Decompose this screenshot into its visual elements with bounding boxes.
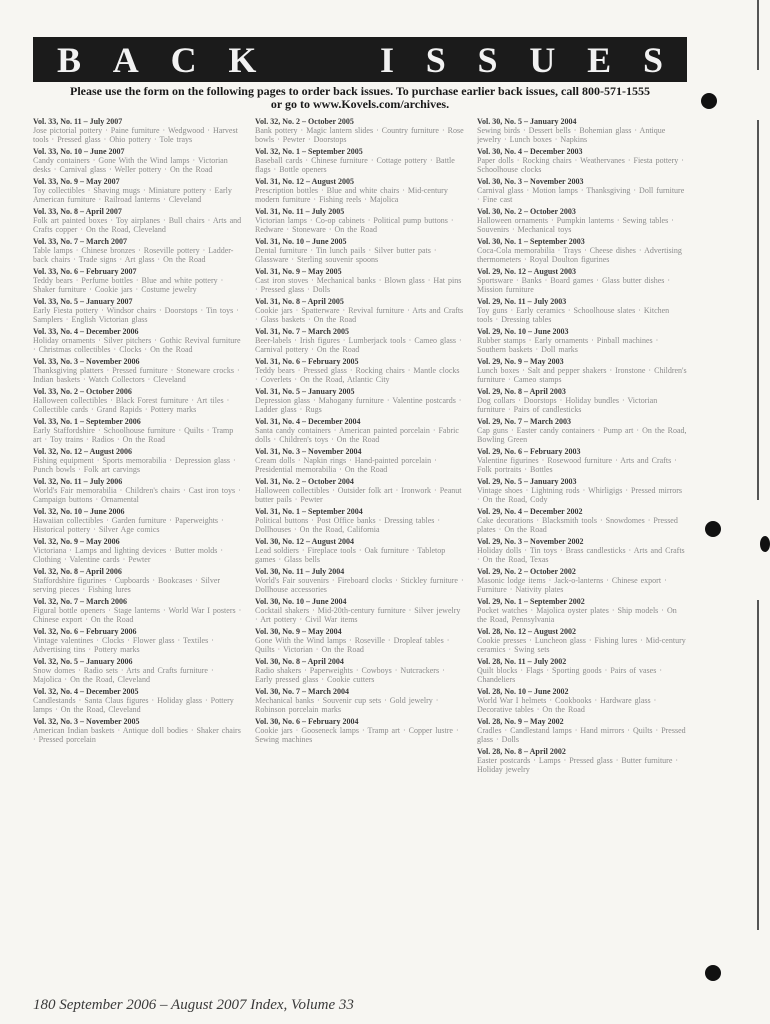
issue-description: Lunch boxes · Salt and pepper shakers · Ironstone · Children's furniture · Cameo stamps bbox=[477, 366, 687, 384]
issue-title: Vol. 31, No. 9 – May 2005 bbox=[255, 267, 342, 276]
issue-title: Vol. 30, No. 11 – July 2004 bbox=[255, 567, 345, 576]
issue-description: Teddy bears · Pressed glass · Rocking chairs · Mantle clocks · Coverlets · On the Road, Atlantic City bbox=[255, 366, 460, 384]
banner-letter: I bbox=[379, 39, 394, 80]
issue-description: Prescription bottles · Blue and white chairs · Mid-century modern furniture · Fishing reels · Majolica bbox=[255, 186, 448, 204]
issue-description: Table lamps · Chinese bronzes · Roseville pottery · Ladder-back chairs · Trade signs · Art glass · On the Road bbox=[33, 246, 234, 264]
issue-title: Vol. 32, No. 8 – April 2006 bbox=[33, 567, 122, 576]
issue-entry bbox=[33, 387, 243, 414]
banner-letter: A bbox=[112, 39, 139, 80]
issue-entry bbox=[255, 147, 465, 174]
issue-description: Depression glass · Mahogany furniture · Valentine postcards · Ladder glass · Rugs bbox=[255, 396, 462, 414]
issue-title: Vol. 29, No. 11 – July 2003 bbox=[477, 297, 567, 306]
binder-hole bbox=[760, 536, 770, 552]
issue-title: Vol. 33, No. 6 – February 2007 bbox=[33, 267, 137, 276]
issue-description: Cookie jars · Gooseneck lamps · Tramp art · Copper lustre · Sewing machines bbox=[255, 726, 459, 744]
issue-entry bbox=[477, 687, 687, 714]
issue-entry bbox=[477, 447, 687, 474]
page-edge-line bbox=[757, 600, 759, 930]
issue-title: Vol. 29, No. 5 – January 2003 bbox=[477, 477, 577, 486]
issue-title: Vol. 28, No. 8 – April 2002 bbox=[477, 747, 566, 756]
issue-description: Paper dolls · Rocking chairs · Weathervanes · Fiesta pottery · Schoolhouse clocks bbox=[477, 156, 684, 174]
banner-letter: U bbox=[529, 39, 556, 80]
issue-entry bbox=[255, 177, 465, 204]
issue-entry bbox=[477, 237, 687, 264]
issue-title: Vol. 31, No. 8 – April 2005 bbox=[255, 297, 344, 306]
issue-description: Halloween collectibles · Black Forest furniture · Art tiles · Collectible cards · Grand Rapids · Pottery marks bbox=[33, 396, 230, 414]
issue-entry bbox=[33, 177, 243, 204]
binder-hole bbox=[701, 93, 717, 109]
page-edge-line bbox=[757, 120, 759, 500]
issue-description: Cream dolls · Napkin rings · Hand-painted porcelain · Presidential memorabilia · On the Road bbox=[255, 456, 437, 474]
issue-description: Easter postcards · Lamps · Pressed glass · Butter furniture · Holiday jewelry bbox=[477, 756, 679, 774]
issue-title: Vol. 33, No. 3 – November 2006 bbox=[33, 357, 140, 366]
issue-title: Vol. 30, No. 6 – February 2004 bbox=[255, 717, 359, 726]
issue-entry bbox=[477, 387, 687, 414]
issue-description: Early Fiesta pottery · Windsor chairs · Doorstops · Tin toys · Samplers · English Victorian glass bbox=[33, 306, 239, 324]
issue-description: Sportsware · Banks · Board games · Glass butter dishes · Mission furniture bbox=[477, 276, 671, 294]
issue-entry bbox=[255, 417, 465, 444]
issue-title: Vol. 28, No. 11 – July 2002 bbox=[477, 657, 567, 666]
issue-entry bbox=[477, 507, 687, 534]
page-edge-line bbox=[757, 0, 759, 70]
issue-description: Holiday ornaments · Silver pitchers · Gothic Revival furniture · Christmas collectibles · Clocks · On the Road bbox=[33, 336, 241, 354]
issue-entry bbox=[33, 327, 243, 354]
issue-description: Quilt blocks · Flags · Sporting goods · Pairs of vases · Chandeliers bbox=[477, 666, 662, 684]
issue-description: Carnival glass · Motion lamps · Thanksgiving · Doll furniture · Fine cast bbox=[477, 186, 685, 204]
banner-letter: B bbox=[57, 39, 82, 80]
page-footer: 180 September 2006 – August 2007 Index, Volume 33 bbox=[33, 997, 354, 1013]
issue-title: Vol. 29, No. 10 – June 2003 bbox=[477, 327, 569, 336]
back-issues-banner bbox=[33, 37, 687, 82]
issue-entry bbox=[477, 537, 687, 564]
issue-title: Vol. 33, No. 1 – September 2006 bbox=[33, 417, 141, 426]
issue-entry bbox=[477, 327, 687, 354]
issue-title: Vol. 31, No. 1 – September 2004 bbox=[255, 507, 363, 516]
issue-title: Vol. 33, No. 11 – July 2007 bbox=[33, 117, 123, 126]
issue-description: Valentine figurines · Rosewood furniture · Arts and Crafts · Folk portraits · Bottles bbox=[477, 456, 677, 474]
issue-entry bbox=[33, 717, 243, 744]
issue-title: Vol. 31, No. 12 – August 2005 bbox=[255, 177, 355, 186]
issue-title: Vol. 32, No. 6 – February 2006 bbox=[33, 627, 137, 636]
issue-description: Political buttons · Post Office banks · Dressing tables · Dollhouses · On the Road, California bbox=[255, 516, 441, 534]
issue-entry bbox=[255, 327, 465, 354]
issue-title: Vol. 29, No. 3 – November 2002 bbox=[477, 537, 584, 546]
banner-letter: K bbox=[228, 39, 257, 80]
issue-entry bbox=[33, 237, 243, 264]
issue-entry bbox=[33, 147, 243, 174]
issue-description: Snow domes · Radio sets · Arts and Crafts furniture · Majolica · On the Road, Cleveland bbox=[33, 666, 214, 684]
issue-description: Jose pictorial pottery · Paine furniture · Wedgwood · Harvest tools · Pressed glass · Ohio pottery · Tole trays bbox=[33, 126, 238, 144]
issue-entry bbox=[477, 567, 687, 594]
issue-entry bbox=[255, 627, 465, 654]
issue-title: Vol. 32, No. 7 – March 2006 bbox=[33, 597, 127, 606]
issue-description: Gone With the Wind lamps · Roseville · Dropleaf tables · Quilts · Victorian · On the Road bbox=[255, 636, 450, 654]
issue-title: Vol. 29, No. 2 – October 2002 bbox=[477, 567, 576, 576]
issue-description: American Indian baskets · Antique doll bodies · Shaker chairs · Pressed porcelain bbox=[33, 726, 241, 744]
banner-letter: E bbox=[587, 39, 612, 80]
issue-entry bbox=[33, 477, 243, 504]
issue-title: Vol. 28, No. 9 – May 2002 bbox=[477, 717, 564, 726]
issue-entry bbox=[255, 387, 465, 414]
issue-description: Halloween ornaments · Pumpkin lanterns · Sewing tables · Souvenirs · Mechanical toys bbox=[477, 216, 674, 234]
issue-column-1 bbox=[33, 117, 243, 997]
issue-entry bbox=[255, 447, 465, 474]
issue-title: Vol. 30, No. 10 – June 2004 bbox=[255, 597, 347, 606]
issue-title: Vol. 29, No. 1 – September 2002 bbox=[477, 597, 585, 606]
issue-title: Vol. 31, No. 2 – October 2004 bbox=[255, 477, 354, 486]
issue-description: Figural bottle openers · Stage lanterns · World War I posters · Chinese export · On the Road bbox=[33, 606, 242, 624]
issue-title: Vol. 32, No. 1 – September 2005 bbox=[255, 147, 363, 156]
issue-description: Toy guns · Early ceramics · Schoolhouse slates · Kitchen tools · Dressing tables bbox=[477, 306, 670, 324]
issue-entry bbox=[477, 477, 687, 504]
issue-title: Vol. 31, No. 5 – January 2005 bbox=[255, 387, 355, 396]
issue-title: Vol. 29, No. 12 – August 2003 bbox=[477, 267, 577, 276]
issue-entry bbox=[255, 567, 465, 594]
issue-entry bbox=[477, 597, 687, 624]
issue-description: Vintage shoes · Lightning rods · Whirligigs · Pressed mirrors · On the Road, Cody bbox=[477, 486, 683, 504]
issue-entry bbox=[33, 447, 243, 474]
issue-description: Halloween collectibles · Outsider folk art · Ironwork · Peanut butter pails · Pewter bbox=[255, 486, 462, 504]
issue-title: Vol. 30, No. 8 – April 2004 bbox=[255, 657, 344, 666]
issue-title: Vol. 30, No. 7 – March 2004 bbox=[255, 687, 349, 696]
issue-description: Fishing equipment · Sports memorabilia · Depression glass · Punch bowls · Folk art carvings bbox=[33, 456, 236, 474]
issue-title: Vol. 33, No. 8 – April 2007 bbox=[33, 207, 122, 216]
issue-title: Vol. 32, No. 10 – June 2006 bbox=[33, 507, 125, 516]
issue-entry bbox=[477, 417, 687, 444]
issue-description: Santa candy containers · American painted porcelain · Fabric dolls · Children's toys · On the Road bbox=[255, 426, 459, 444]
issue-title: Vol. 31, No. 11 – July 2005 bbox=[255, 207, 345, 216]
issue-title: Vol. 32, No. 12 – August 2006 bbox=[33, 447, 133, 456]
issue-entry bbox=[33, 417, 243, 444]
issue-title: Vol. 30, No. 1 – September 2003 bbox=[477, 237, 585, 246]
order-instructions-line1: Please use the form on the following pages to order back issues. To purchase earlier back issues, call 800-571-1555 bbox=[70, 84, 650, 98]
issue-entry bbox=[477, 177, 687, 204]
issue-title: Vol. 33, No. 7 – March 2007 bbox=[33, 237, 127, 246]
issue-title: Vol. 33, No. 5 – January 2007 bbox=[33, 297, 133, 306]
issue-title: Vol. 33, No. 9 – May 2007 bbox=[33, 177, 120, 186]
issue-title: Vol. 31, No. 7 – March 2005 bbox=[255, 327, 349, 336]
issue-title: Vol. 32, No. 9 – May 2006 bbox=[33, 537, 120, 546]
issue-description: Rubber stamps · Early ornaments · Pinball machines · Southern baskets · Doll marks bbox=[477, 336, 659, 354]
issue-entry bbox=[477, 357, 687, 384]
issue-entry bbox=[477, 297, 687, 324]
issue-title: Vol. 28, No. 10 – June 2002 bbox=[477, 687, 569, 696]
issue-entry bbox=[477, 267, 687, 294]
issue-entry bbox=[255, 507, 465, 534]
issue-description: Staffordshire figurines · Cupboards · Bookcases · Silver serving pieces · Fishing lures bbox=[33, 576, 221, 594]
issue-entry bbox=[33, 297, 243, 324]
issue-entry bbox=[33, 687, 243, 714]
issue-title: Vol. 28, No. 12 – August 2002 bbox=[477, 627, 577, 636]
issue-title: Vol. 30, No. 3 – November 2003 bbox=[477, 177, 584, 186]
issue-description: Folk art painted boxes · Toy airplanes · Bull chairs · Arts and Crafts copper · On the Road, Cleveland bbox=[33, 216, 242, 234]
issue-description: Candy containers · Gone With the Wind lamps · Victorian desks · Carnival glass · Weller pottery · On the Road bbox=[33, 156, 228, 174]
issue-entry bbox=[255, 477, 465, 504]
issue-description: Victorian lamps · Co-op cabinets · Political pump buttons · Redware · Stoneware · On the Road bbox=[255, 216, 454, 234]
order-instructions-line2: or go to www.Kovels.com/archives. bbox=[270, 97, 450, 111]
issue-description: Dental furniture · Tin lunch pails · Silver butter pats · Glassware · Sterling souvenir spoons bbox=[255, 246, 437, 264]
issue-entry bbox=[477, 657, 687, 684]
issue-title: Vol. 31, No. 4 – December 2004 bbox=[255, 417, 361, 426]
issue-entry bbox=[255, 297, 465, 324]
issue-description: Cocktail shakers · Mid-20th-century furniture · Silver jewelry · Art pottery · Civil War items bbox=[255, 606, 461, 624]
issue-entry bbox=[477, 747, 687, 774]
issue-title: Vol. 30, No. 12 – August 2004 bbox=[255, 537, 355, 546]
issue-description: Victoriana · Lamps and lighting devices · Butter molds · Clothing · Valentine cards · Pewter bbox=[33, 546, 224, 564]
issue-description: Cap guns · Easter candy containers · Pump art · On the Road, Bowling Green bbox=[477, 426, 687, 444]
issue-entry bbox=[255, 657, 465, 684]
issue-entry bbox=[255, 207, 465, 234]
issue-description: Sewing birds · Dessert bells · Bohemian glass · Antique jewelry · Lunch boxes · Napkins bbox=[477, 126, 666, 144]
issue-entry bbox=[33, 117, 243, 144]
issue-column-2 bbox=[255, 117, 465, 997]
issue-title: Vol. 31, No. 6 – February 2005 bbox=[255, 357, 359, 366]
issue-title: Vol. 29, No. 8 – April 2003 bbox=[477, 387, 566, 396]
issue-description: Cookie presses · Luncheon glass · Fishing lures · Mid-century ceramics · Swing sets bbox=[477, 636, 686, 654]
issue-title: Vol. 29, No. 7 – March 2003 bbox=[477, 417, 571, 426]
issue-description: Coca-Cola memorabilia · Trays · Cheese dishes · Advertising thermometers · Royal Doulton figurines bbox=[477, 246, 682, 264]
banner-letter: S bbox=[477, 39, 498, 80]
issue-entry bbox=[477, 147, 687, 174]
binder-hole bbox=[705, 965, 721, 981]
issue-title: Vol. 32, No. 5 – January 2006 bbox=[33, 657, 133, 666]
issue-title: Vol. 29, No. 9 – May 2003 bbox=[477, 357, 564, 366]
issue-description: Beer-labels · Irish figures · Lumberjack tools · Cameo glass · Carnival pottery · On the Road bbox=[255, 336, 462, 354]
banner-letter: S bbox=[425, 39, 446, 80]
issue-entry bbox=[33, 597, 243, 624]
issue-title: Vol. 33, No. 2 – October 2006 bbox=[33, 387, 132, 396]
issue-entry bbox=[255, 597, 465, 624]
issue-description: Toy collectibles · Shaving mugs · Miniature pottery · Early American furniture · Railroad lanterns · Cleveland bbox=[33, 186, 232, 204]
binder-hole bbox=[705, 521, 721, 537]
issue-title: Vol. 32, No. 4 – December 2005 bbox=[33, 687, 139, 696]
issue-entry bbox=[255, 717, 465, 744]
issue-entry bbox=[255, 537, 465, 564]
issue-description: Radio shakers · Paperweights · Cowboys · Nutcrackers · Early pressed glass · Cookie cutters bbox=[255, 666, 445, 684]
issue-description: World's Fair souvenirs · Fireboard clocks · Stickley furniture · Dollhouse accessories bbox=[255, 576, 464, 594]
issue-title: Vol. 30, No. 5 – January 2004 bbox=[477, 117, 577, 126]
issue-entry bbox=[477, 717, 687, 744]
issue-title: Vol. 33, No. 4 – December 2006 bbox=[33, 327, 139, 336]
issue-description: Cake decorations · Blacksmith tools · Snowdomes · Pressed plates · On the Road bbox=[477, 516, 678, 534]
issue-description: Lead soldiers · Fireplace tools · Oak furniture · Tabletop games · Glass bells bbox=[255, 546, 446, 564]
issue-entry bbox=[477, 117, 687, 144]
issue-title: Vol. 29, No. 6 – February 2003 bbox=[477, 447, 581, 456]
issue-entry bbox=[33, 507, 243, 534]
issue-description: Hawaiian collectibles · Garden furniture · Paperweights · Historical pottery · Silver Age comics bbox=[33, 516, 224, 534]
issue-entry bbox=[33, 357, 243, 384]
issue-description: Early Staffordshire · Schoolhouse furniture · Quilts · Tramp art · Toy trains · Radios · On the Road bbox=[33, 426, 234, 444]
issue-title: Vol. 32, No. 3 – November 2005 bbox=[33, 717, 140, 726]
issue-entry bbox=[33, 657, 243, 684]
issue-description: Candlestands · Santa Claus figures · Holiday glass · Pottery lamps · On the Road, Cleveland bbox=[33, 696, 234, 714]
issue-columns bbox=[33, 117, 687, 997]
issue-title: Vol. 31, No. 3 – November 2004 bbox=[255, 447, 362, 456]
issue-title: Vol. 31, No. 10 – June 2005 bbox=[255, 237, 347, 246]
issue-description: Dog collars · Doorstops · Holiday bundles · Victorian furniture · Pairs of candlesticks bbox=[477, 396, 658, 414]
banner-letter: S bbox=[642, 39, 663, 80]
issue-title: Vol. 32, No. 2 – October 2005 bbox=[255, 117, 354, 126]
issue-description: Baseball cards · Chinese furniture · Cottage pottery · Battle flags · Bottle openers bbox=[255, 156, 455, 174]
issue-description: Pocket watches · Majolica oyster plates · Ship models · On the Road, Pennsylvania bbox=[477, 606, 677, 624]
issue-entry bbox=[477, 207, 687, 234]
issue-entry bbox=[255, 117, 465, 144]
issue-title: Vol. 32, No. 11 – July 2006 bbox=[33, 477, 123, 486]
issue-description: Bank pottery · Magic lantern slides · Country furniture · Rose bowls · Pewter · Doorstops bbox=[255, 126, 464, 144]
issue-entry bbox=[255, 267, 465, 294]
issue-entry bbox=[33, 207, 243, 234]
issue-entry bbox=[33, 267, 243, 294]
issue-description: Cast iron stoves · Mechanical banks · Blown glass · Hat pins · Pressed glass · Dolls bbox=[255, 276, 462, 294]
issue-description: Holiday dolls · Tin toys · Brass candlesticks · Arts and Crafts · On the Road, Texas bbox=[477, 546, 685, 564]
issue-description: Cradles · Candlestand lamps · Hand mirrors · Quilts · Pressed glass · Dolls bbox=[477, 726, 686, 744]
issue-description: Cookie jars · Spatterware · Revival furniture · Arts and Crafts · Glass baskets · On the Road bbox=[255, 306, 464, 324]
issue-title: Vol. 30, No. 9 – May 2004 bbox=[255, 627, 342, 636]
banner-letter: C bbox=[170, 39, 197, 80]
issue-column-3 bbox=[477, 117, 687, 997]
issue-entry bbox=[477, 627, 687, 654]
issue-description: World War I helmets · Cookbooks · Hardware glass · Decorative tables · On the Road bbox=[477, 696, 657, 714]
issue-description: Teddy bears · Perfume bottles · Blue and white pottery · Shaker furniture · Cookie jars · Costume jewelry bbox=[33, 276, 224, 294]
issue-description: World's Fair memorabilia · Children's chairs · Cast iron toys · Campaign buttons · Ornamental bbox=[33, 486, 241, 504]
issue-description: Vintage valentines · Clocks · Flower glass · Textiles · Advertising tins · Pottery marks bbox=[33, 636, 214, 654]
issue-entry bbox=[33, 537, 243, 564]
issue-entry bbox=[255, 687, 465, 714]
order-instructions bbox=[33, 85, 687, 111]
issue-description: Thanksgiving platters · Pressed furniture · Stoneware crocks · Indian baskets · Watch Collectors · Cleveland bbox=[33, 366, 240, 384]
issue-title: Vol. 33, No. 10 – June 2007 bbox=[33, 147, 125, 156]
issue-entry bbox=[33, 627, 243, 654]
issue-title: Vol. 29, No. 4 – December 2002 bbox=[477, 507, 583, 516]
issue-title: Vol. 30, No. 2 – October 2003 bbox=[477, 207, 576, 216]
issue-entry bbox=[255, 237, 465, 264]
issue-entry bbox=[33, 567, 243, 594]
issue-description: Mechanical banks · Souvenir cup sets · Gold jewelry · Robinson porcelain marks bbox=[255, 696, 439, 714]
issue-title: Vol. 30, No. 4 – December 2003 bbox=[477, 147, 583, 156]
issue-description: Masonic lodge items · Jack-o-lanterns · Chinese export · Furniture · Nativity plates bbox=[477, 576, 667, 594]
issue-entry bbox=[255, 357, 465, 384]
